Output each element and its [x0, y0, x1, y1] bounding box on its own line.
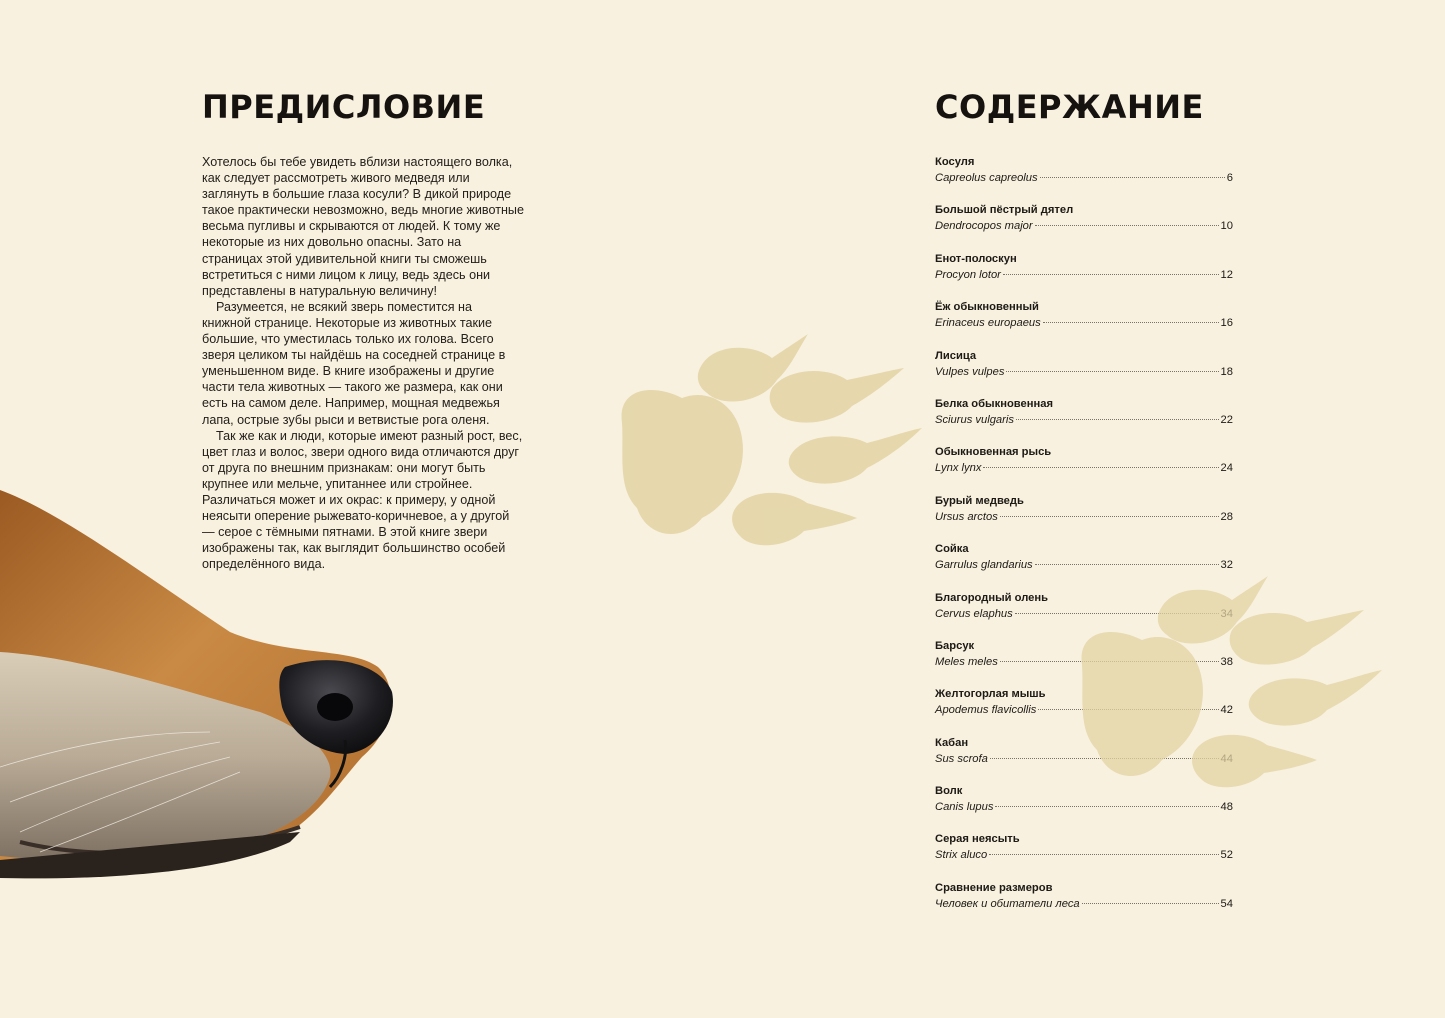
toc-entry-title: Ёж обыкновенный: [935, 301, 1039, 314]
right-page: [722, 0, 1445, 1018]
toc-entry[interactable]: [935, 397, 1233, 445]
toc-page-number: 18: [1220, 365, 1233, 378]
toc-entry-latin: Sciurus vulgaris: [935, 413, 1014, 426]
toc-entry-title: Большой пёстрый дятел: [935, 204, 1074, 217]
toc-page-number: 38: [1220, 655, 1233, 668]
toc-entry[interactable]: [935, 300, 1233, 348]
toc-dot-leader: [1006, 371, 1218, 372]
dog-nose-illustration: [0, 482, 400, 882]
toc-entry-latin: Ursus arctos: [935, 510, 998, 523]
toc-page-number: 22: [1220, 413, 1233, 426]
toc-dot-leader: [1082, 903, 1219, 904]
toc-dot-leader: [1035, 225, 1219, 226]
toc-entry-title: Енот-полоскун: [935, 252, 1017, 265]
toc-entry-latin: Capreolus capreolus: [935, 172, 1038, 184]
toc-entry[interactable]: [935, 349, 1233, 397]
toc-dot-leader: [1040, 177, 1225, 178]
toc-entry-latin: Meles meles: [935, 655, 998, 668]
toc-entry[interactable]: [935, 881, 1233, 929]
toc-page-number: 54: [1220, 897, 1233, 910]
toc-page-number: 32: [1220, 559, 1233, 572]
paw-print-icon: [1072, 570, 1392, 800]
toc-dot-leader: [1003, 274, 1219, 275]
toc-entry-title: Барсук: [935, 639, 975, 652]
toc-entry-title: Серая неясыть: [935, 833, 1020, 846]
toc-entry-title: Благородный олень: [935, 591, 1049, 604]
toc-page-number: 48: [1220, 801, 1233, 814]
contents-heading: СОДЕРЖАНИЕ: [935, 88, 1204, 126]
toc-entry-title: Волк: [935, 785, 963, 798]
foreword-paragraph: Разумеется, не всякий зверь поместится на книжной странице. Некоторые из животных такие большие, что уместилась только их голова. Всего зверя целиком ты найдёшь на соседней странице в уменьшенном виде. В книге изображены и другие части тела животных — такого же размера, как они есть на самом деле. Например, мощная медвежья лапа, острые зубы рыси и ветвистые рога оленя.: [202, 299, 506, 427]
toc-entry-latin: Lynx lynx: [935, 462, 982, 475]
toc-entry[interactable]: [935, 203, 1233, 251]
toc-entry-latin: Dendrocopos major: [935, 220, 1033, 233]
toc-entry-title: Обыкновенная рысь: [935, 446, 1052, 459]
toc-entry-title: Белка обыкновенная: [935, 397, 1054, 410]
toc-page-number: 10: [1220, 220, 1233, 233]
toc-entry-latin: Человек и обитатели леса: [935, 897, 1080, 910]
toc-entry-latin: Garrulus glandarius: [935, 559, 1033, 572]
toc-entry-latin: Vulpes vulpes: [935, 365, 1005, 378]
toc-entry[interactable]: [935, 494, 1233, 542]
toc-entry-title: Сойка: [935, 543, 969, 556]
toc-entry-latin: Cervus elaphus: [935, 607, 1013, 620]
toc-dot-leader: [989, 854, 1218, 855]
toc-page-number: 42: [1220, 704, 1233, 717]
toc-dot-leader: [1035, 564, 1219, 565]
toc-entry[interactable]: [935, 155, 1233, 203]
toc-entry-latin: Erinaceus europaeus: [935, 317, 1041, 330]
toc-dot-leader: [983, 467, 1218, 468]
foreword-paragraph: Так же как и люди, которые имеют разный рост, вес, цвет глаз и волос, звери одного вида отличаются друг от друга по внешним признакам: они могут быть крупнее или мельче, упитаннее или стройнее. Различаться может и их окрас: к примеру, у одной неясыти оперение рыжевато-коричневое, а у другой — серое с тёмными пятнами. В этой книге звери изображены так, как выглядит большинство особей определённого вида.: [202, 428, 523, 572]
toc-dot-leader: [1043, 322, 1219, 323]
toc-page-number: 28: [1220, 510, 1233, 523]
toc-entry-title: Бурый медведь: [935, 494, 1024, 507]
toc-entry[interactable]: [935, 252, 1233, 300]
toc-page-number: 16: [1220, 317, 1233, 330]
toc-entry-title: Лисица: [935, 349, 977, 362]
toc-dot-leader: [1000, 516, 1219, 517]
toc-entry-latin: Strix aluco: [935, 849, 988, 862]
foreword-paragraph: Хотелось бы тебе увидеть вблизи настоящего волка, как следует рассмотреть живого медведя или заглянуть в большие глаза косули? В дикой природе такое практически невозможно, ведь многие животные весьма пугливы и скрываются от людей. К тому же некоторые из них довольно опасны. Зато на страницах этой удивительной книги ты сможешь встретиться с ними лицом к лицу, ведь здесь они представлены в натуральную величину!: [202, 155, 524, 298]
toc-entry[interactable]: [935, 445, 1233, 493]
toc-entry-latin: Sus scrofa: [935, 752, 988, 765]
toc-entry-latin: Canis lupus: [935, 801, 994, 814]
toc-entry-title: Сравнение размеров: [935, 881, 1053, 894]
toc-dot-leader: [1016, 419, 1219, 420]
toc-entry-title: Кабан: [935, 736, 969, 749]
toc-entry-latin: Apodemus flavicollis: [935, 704, 1037, 717]
toc-entry[interactable]: [935, 832, 1233, 880]
toc-entry-title: Желтогорлая мышь: [935, 688, 1046, 701]
toc-page-number: 12: [1220, 268, 1233, 281]
toc-page-number: 52: [1220, 849, 1233, 862]
toc-dot-leader: [995, 806, 1218, 807]
foreword-heading: ПРЕДИСЛОВИЕ: [202, 88, 486, 126]
toc-entry-latin: Procyon lotor: [935, 268, 1001, 281]
table-of-contents: [935, 155, 1233, 929]
toc-entry-title: Косуля: [935, 156, 975, 168]
toc-page-number: 6: [1226, 172, 1233, 184]
toc-page-number: 24: [1220, 462, 1233, 475]
